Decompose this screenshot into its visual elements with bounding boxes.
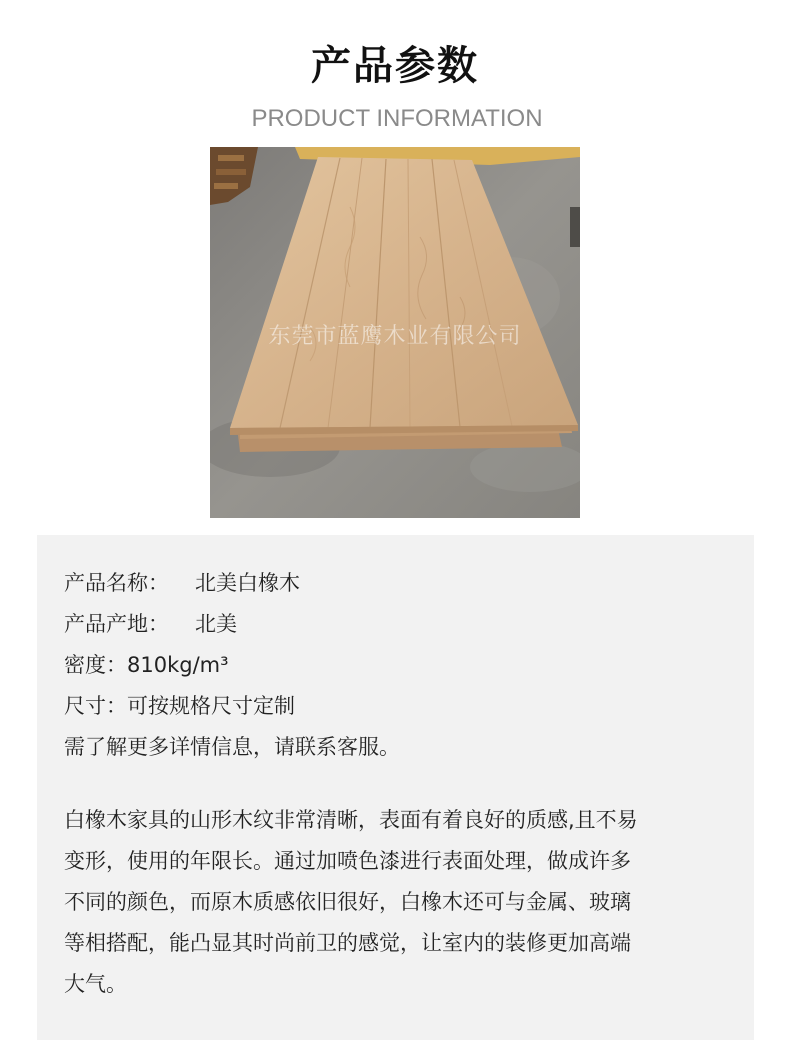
product-info-panel: [37, 535, 754, 1040]
spec-name-label: 产品名称：: [64, 571, 169, 595]
page-subtitle: PRODUCT INFORMATION: [251, 105, 543, 132]
description-line: 变形，使用的年限长。通过加喷色漆进行表面处理，做成许多: [64, 849, 631, 873]
description-line: 白橡木家具的山形木纹非常清晰，表面有着良好的质感,且不易: [64, 808, 638, 832]
spec-origin-value: 北美: [195, 612, 237, 636]
spec-product-name: [64, 563, 744, 604]
spec-origin-label: 产品产地：: [64, 612, 169, 636]
spec-name-value: 北美白橡木: [195, 571, 300, 595]
spec-contact: 需了解更多详情信息，请联系客服。: [64, 735, 400, 759]
description-line: 大气。: [64, 972, 127, 996]
description-line: 不同的颜色，而原木质感依旧很好，白橡木还可与金属、玻璃: [64, 890, 631, 914]
spec-density: 密度：810kg/m³: [64, 653, 229, 677]
photo-watermark: 东莞市蓝鹰木业有限公司: [268, 324, 522, 349]
spec-size: 尺寸：可按规格尺寸定制: [64, 694, 295, 718]
page-title: 产品参数: [311, 43, 479, 89]
spec-list: [64, 563, 744, 768]
spec-origin: [64, 604, 744, 645]
product-description: [64, 800, 734, 1005]
description-line: 等相搭配，能凸显其时尚前卫的感觉，让室内的装修更加高端: [64, 931, 631, 955]
